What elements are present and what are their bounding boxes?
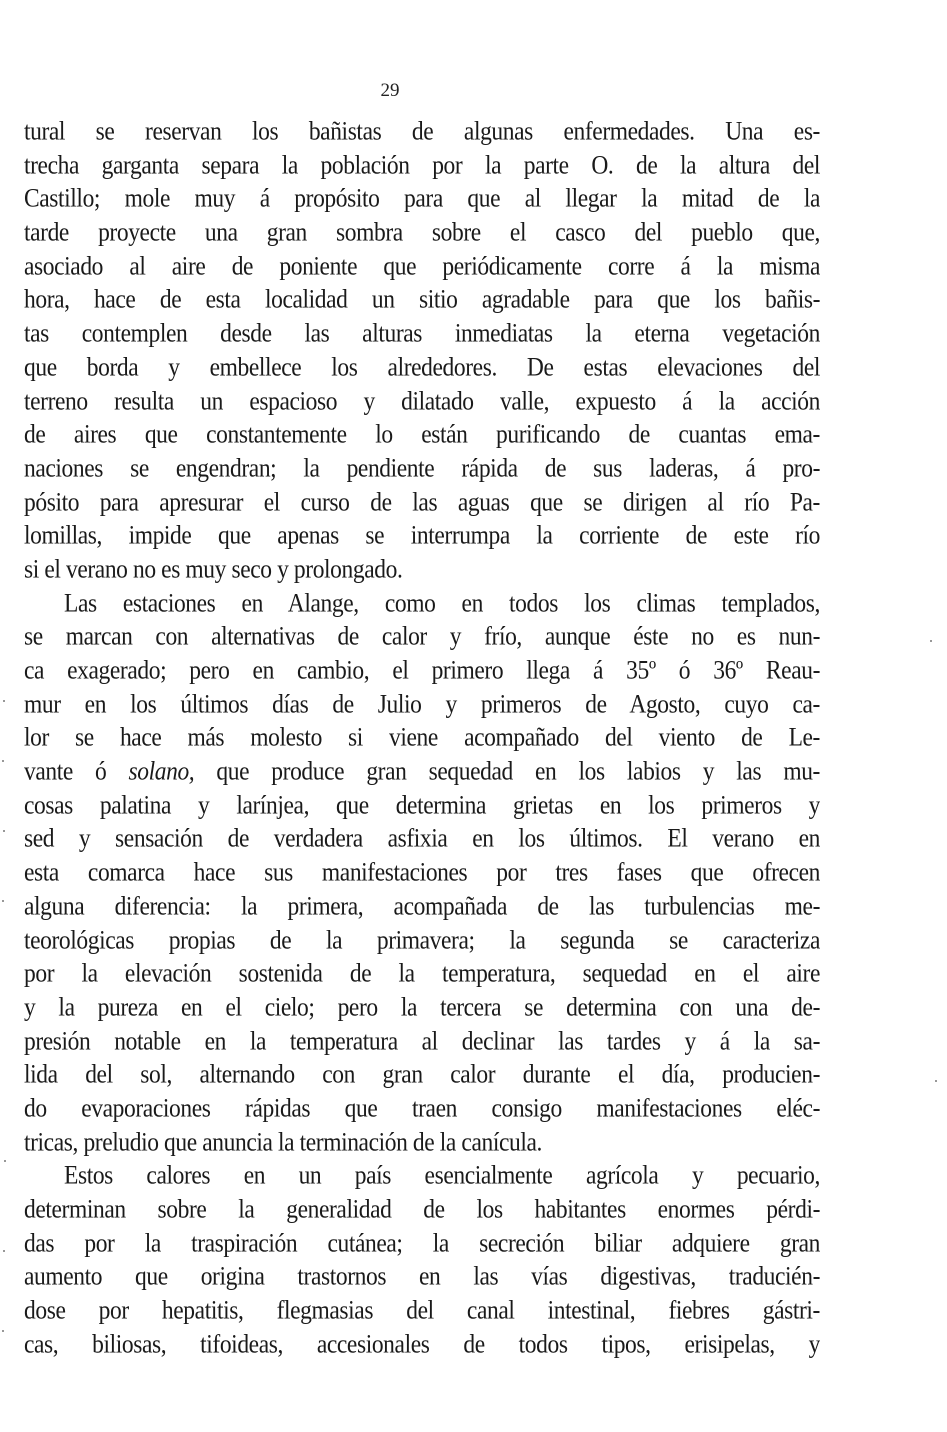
text-line: terreno resulta un espacioso y dilatado valle, expuesto á la acción	[24, 386, 820, 416]
text-line-with-italic	[24, 754, 820, 792]
text-line: das por la traspiración cutánea; la secreción biliar adquiere gran	[24, 1229, 820, 1259]
text-line: mur en los últimos días de Julio y primeros de Agosto, cuyo ca-	[24, 690, 820, 720]
text-line: lida del sol, alternando con gran calor durante el día, producien-	[24, 1060, 820, 1090]
text-line: que borda y embellece los alrededores. De estas elevaciones del	[24, 353, 820, 383]
text-line: tarde proyecte una gran sombra sobre el casco del pueblo que,	[24, 218, 820, 248]
text-line: asociado al aire de poniente que periódicamente corre á la misma	[24, 252, 820, 282]
text-line: tas contemplen desde las alturas inmediatas la eterna vegetación	[24, 319, 820, 349]
text-line: Estos calores en un país esencialmente agrícola y pecuario,	[64, 1161, 820, 1191]
scan-speck	[3, 830, 5, 832]
text-line: presión notable en la temperatura al declinar las tardes y á la sa-	[24, 1026, 820, 1057]
text-line: trecha garganta separa la población por la parte O. de la altura del	[24, 151, 820, 181]
scan-speck	[3, 1250, 5, 1252]
paragraph-2	[24, 588, 820, 1161]
text-line: cosas palatina y larínjea, que determina grietas en los primeros y	[24, 791, 820, 821]
paragraph-3	[24, 1160, 820, 1362]
text-line: si el verano no es muy seco y prolongado.	[24, 555, 403, 585]
text-line: por la elevación sostenida de la temperatura, sequedad en el aire	[24, 959, 820, 989]
text-line: se marcan con alternativas de calor y frío, aunque éste no es nun-	[24, 622, 820, 652]
text-line: cas, biliosas, tifoideas, accesionales de todos tipos, erisipelas, y	[24, 1330, 820, 1360]
scan-speck	[4, 1160, 6, 1162]
text-line: alguna diferencia: la primera, acompañada de las turbulencias me-	[24, 892, 820, 922]
page-number: 29	[380, 80, 400, 101]
text-line: dose por hepatitis, flegmasias del canal intestinal, fiebres gástri-	[24, 1296, 820, 1326]
scan-speck	[2, 1330, 4, 1332]
scan-speck	[2, 760, 4, 762]
text-line: Castillo; mole muy á propósito para que al llegar la mitad de la	[24, 184, 820, 214]
text-line: hora, hace de esta localidad un sitio agradable para que los bañis-	[24, 285, 820, 315]
text-line: tural se reservan los bañistas de algunas enfermedades. Una es-	[24, 117, 820, 147]
text-line: do evaporaciones rápidas que traen consigo manifestaciones eléc-	[24, 1094, 820, 1124]
text-line: aumento que origina trastornos en las vías digestivas, traducién-	[24, 1262, 820, 1292]
italic-term: solano,	[128, 757, 195, 787]
text-segment: que produce gran sequedad en los labios y las mu-	[194, 757, 820, 787]
text-line: esta comarca hace sus manifestaciones por tres fases que ofrecen	[24, 858, 820, 888]
text-line: ca exagerado; pero en cambio, el primero llega á 35º ó 36º Reau-	[24, 656, 820, 686]
scan-speck	[930, 640, 932, 642]
text-line: sed y sensación de verdadera asfixia en los últimos. El verano en	[24, 824, 820, 854]
scan-speck	[935, 1080, 937, 1082]
paragraph-1	[24, 116, 820, 588]
text-line: y la pureza en el cielo; pero la tercera se determina con una de-	[24, 993, 820, 1023]
text-line: naciones se engendran; la pendiente rápida de sus laderas, á pro-	[24, 454, 820, 484]
text-line: lomillas, impide que apenas se interrumpa la corriente de este río	[24, 521, 820, 551]
text-line: teorológicas propias de la primavera; la segunda se caracteriza	[24, 925, 820, 955]
scan-speck	[2, 900, 4, 902]
text-line: pósito para apresurar el curso de las aguas que se dirigen al río Pa-	[24, 487, 820, 518]
text-segment: vante ó	[24, 757, 129, 787]
scan-speck	[3, 700, 5, 702]
text-line: Las estaciones en Alange, como en todos los climas templados,	[64, 588, 820, 619]
text-line: lor se hace más molesto si viene acompañado del viento de Le-	[24, 723, 820, 753]
body-text	[24, 116, 820, 1362]
text-line: tricas, preludio que anuncia la terminación de la canícula.	[24, 1127, 542, 1158]
text-line: determinan sobre la generalidad de los habitantes enormes pérdi-	[24, 1195, 820, 1225]
text-line: de aires que constantemente lo están purificando de cuantas ema-	[24, 420, 820, 450]
